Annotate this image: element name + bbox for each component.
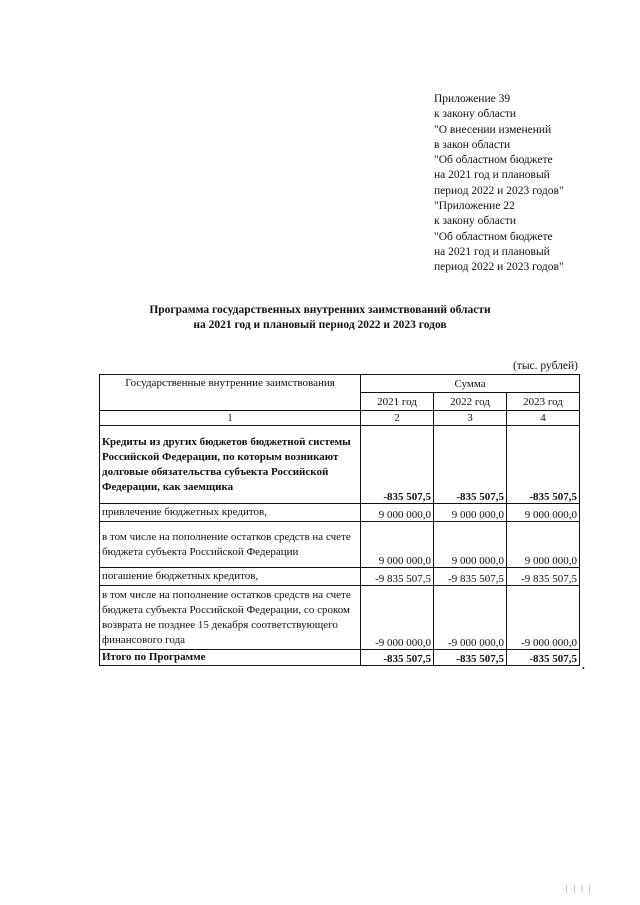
title-line-1: Программа государственных внутренних заимствований области <box>149 304 491 316</box>
header-sum: Сумма <box>361 375 580 393</box>
table-row-total <box>100 650 580 666</box>
dot-mark-decor: • <box>582 664 585 673</box>
appendix-line: "Приложение 22 <box>434 200 515 213</box>
table-row <box>100 568 580 586</box>
row-value-2022: -9 000 000,0 <box>434 586 507 650</box>
row-value-2021: 9 000 000,0 <box>361 504 434 522</box>
row-label: погашение бюджетных кредитов, <box>100 568 361 586</box>
column-number: 4 <box>506 411 579 426</box>
appendix-line: период 2022 и 2023 годов" <box>434 184 564 197</box>
borrowing-table <box>99 374 580 666</box>
table-row <box>100 586 580 650</box>
appendix-line: "Об областном бюджете <box>434 154 553 167</box>
row-value-2023: -9 000 000,0 <box>506 586 579 650</box>
table-row <box>100 426 580 504</box>
row-value-2022: 9 000 000,0 <box>434 522 507 568</box>
table-row <box>100 504 580 522</box>
appendix-line: на 2021 год и плановый <box>434 169 550 182</box>
row-value-2021: 9 000 000,0 <box>361 522 434 568</box>
row-label: привлечение бюджетных кредитов, <box>100 504 361 522</box>
row-label: Кредиты из других бюджетов бюджетной системы Российской Федерации, по которым возникают долговые обязательства субъекта Российской Федерации, как заемщика <box>100 426 361 504</box>
column-number: 2 <box>361 411 434 426</box>
column-number: 3 <box>434 411 507 426</box>
column-numbers-row <box>100 411 580 426</box>
table-row <box>100 522 580 568</box>
appendix-line: "Об областном бюджете <box>434 230 553 243</box>
row-label: Итого по Программе <box>100 650 361 666</box>
row-value-2023: 9 000 000,0 <box>506 522 579 568</box>
header-year-2021: 2021 год <box>361 393 434 411</box>
row-value-2023: -835 507,5 <box>506 426 579 504</box>
column-number: 1 <box>100 411 361 426</box>
header-year-2023: 2023 год <box>506 393 579 411</box>
document-title <box>110 303 530 333</box>
header-year-2022: 2022 год <box>434 393 507 411</box>
appendix-line: в закон области <box>434 138 511 151</box>
appendix-line: на 2021 год и плановый <box>434 245 550 258</box>
header-row <box>100 375 580 393</box>
row-value-2023: -9 835 507,5 <box>506 568 579 586</box>
appendix-reference <box>434 92 564 276</box>
row-value-2021: -835 507,5 <box>361 650 434 666</box>
row-value-2022: -9 835 507,5 <box>434 568 507 586</box>
appendix-line: "О внесении изменений <box>434 123 552 136</box>
row-value-2021: -9 000 000,0 <box>361 586 434 650</box>
row-value-2022: 9 000 000,0 <box>434 504 507 522</box>
row-value-2021: -9 835 507,5 <box>361 568 434 586</box>
appendix-line: к закону области <box>434 108 517 121</box>
row-value-2023: 9 000 000,0 <box>506 504 579 522</box>
header-name: Государственные внутренние заимствования <box>100 375 361 411</box>
appendix-line: период 2022 и 2023 годов" <box>434 261 564 274</box>
row-value-2022: -835 507,5 <box>434 650 507 666</box>
appendix-line: к закону области <box>434 215 517 228</box>
appendix-line: Приложение 39 <box>434 93 511 105</box>
row-label: в том числе на пополнение остатков средств на счете бюджета субъекта Российской Федерации <box>100 522 361 568</box>
row-label: в том числе на пополнение остатков средств на счете бюджета субъекта Российской Федерации, со сроком возврата не позднее 15 декабря соответствующего финансового года <box>100 586 361 650</box>
row-value-2023: -835 507,5 <box>506 650 579 666</box>
row-value-2021: -835 507,5 <box>361 426 434 504</box>
unit-label: (тыс. рублей) <box>512 360 578 372</box>
title-line-2: на 2021 год и плановый период 2022 и 2023 годов <box>193 319 447 331</box>
row-value-2022: -835 507,5 <box>434 426 507 504</box>
scan-marks-decor: | | | | <box>566 884 593 893</box>
